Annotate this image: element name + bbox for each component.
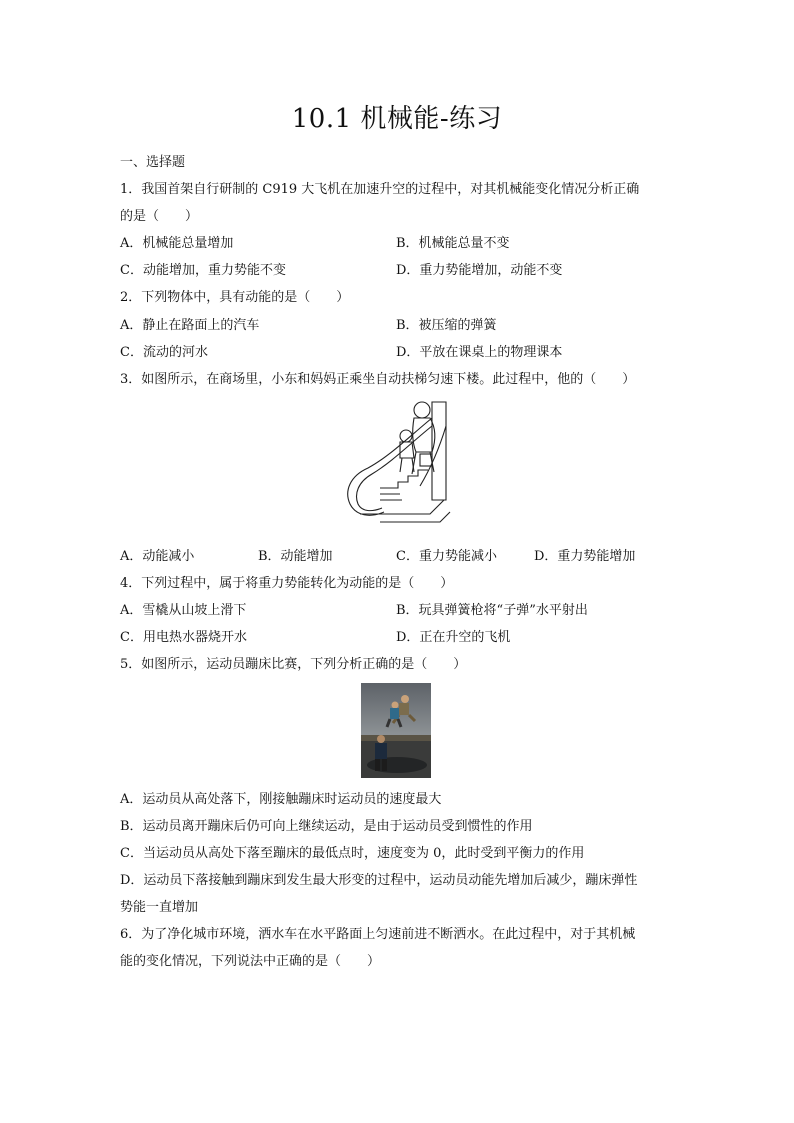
section-heading: 一、选择题	[120, 155, 186, 170]
q4-option-a: A．雪橇从山坡上滑下	[120, 603, 247, 618]
q3-option-c: C．重力势能减小	[396, 549, 497, 564]
q4-option-d: D．正在升空的飞机	[396, 630, 511, 645]
q5-option-a: A．运动员从高处落下，刚接触蹦床时运动员的速度最大	[120, 792, 442, 807]
q4-option-c: C．用电热水器烧开水	[120, 630, 247, 645]
q3-stem: 3．如图所示，在商场里，小东和妈妈正乘坐自动扶梯匀速下楼。此过程中，他的（ ）	[120, 372, 636, 387]
q3-option-b: B．动能增加	[258, 549, 333, 564]
q3-option-d: D．重力势能增加	[534, 549, 636, 564]
escalator-handrail-outer	[348, 418, 432, 515]
q4-stem: 4．下列过程中，属于将重力势能转化为动能的是（ ）	[120, 576, 454, 591]
q1-stem-line1: 1．我国首架自行研制的 C919 大飞机在加速升空的过程中，对其机械能变化情况分析正确	[120, 182, 640, 197]
q1-option-c: C．动能增加，重力势能不变	[120, 263, 286, 278]
q2-option-b: B．被压缩的弹簧	[396, 318, 497, 333]
q1-option-d: D．重力势能增加，动能不变	[396, 263, 563, 278]
q5-option-d-line1: D．运动员下落接触到蹦床到发生最大形变的过程中，运动员动能先增加后减少，蹦床弹性	[120, 873, 638, 888]
q2-option-c: C．流动的河水	[120, 345, 208, 360]
q5-option-d-line2: 势能一直增加	[120, 900, 199, 915]
q5-option-b: B．运动员离开蹦床后仍可向上继续运动，是由于运动员受到惯性的作用	[120, 819, 533, 834]
q2-stem: 2．下列物体中，具有动能的是（ ）	[120, 290, 350, 305]
escalator-panel	[432, 402, 446, 500]
q3-option-a: A．动能减小	[120, 549, 195, 564]
mother-head	[414, 402, 430, 418]
q6-stem-line2: 能的变化情况，下列说法中正确的是（ ）	[120, 954, 381, 969]
trampoline-photo	[361, 683, 431, 778]
q1-option-a: A．机械能总量增加	[120, 236, 234, 251]
q5-stem: 5．如图所示，运动员蹦床比赛，下列分析正确的是（ ）	[120, 657, 467, 672]
q6-stem-line1: 6．为了净化城市环境，洒水车在水平路面上匀速前进不断洒水。在此过程中，对于其机械	[120, 927, 636, 942]
page-title: 10.1 机械能-练习	[291, 104, 503, 134]
q1-stem-line2: 的是（ ）	[120, 209, 199, 224]
q2-option-d: D．平放在课桌上的物理课本	[396, 345, 563, 360]
q5-option-c: C．当运动员从高处下落至蹦床的最低点时，速度变为 0，此时受到平衡力的作用	[120, 846, 585, 861]
escalator-figure	[340, 396, 452, 534]
q2-option-a: A．静止在路面上的汽车	[120, 318, 260, 333]
q4-option-b: B．玩具弹簧枪将“子弹”水平射出	[396, 603, 588, 618]
q1-option-b: B．机械能总量不变	[396, 236, 510, 251]
child-body	[400, 442, 414, 458]
